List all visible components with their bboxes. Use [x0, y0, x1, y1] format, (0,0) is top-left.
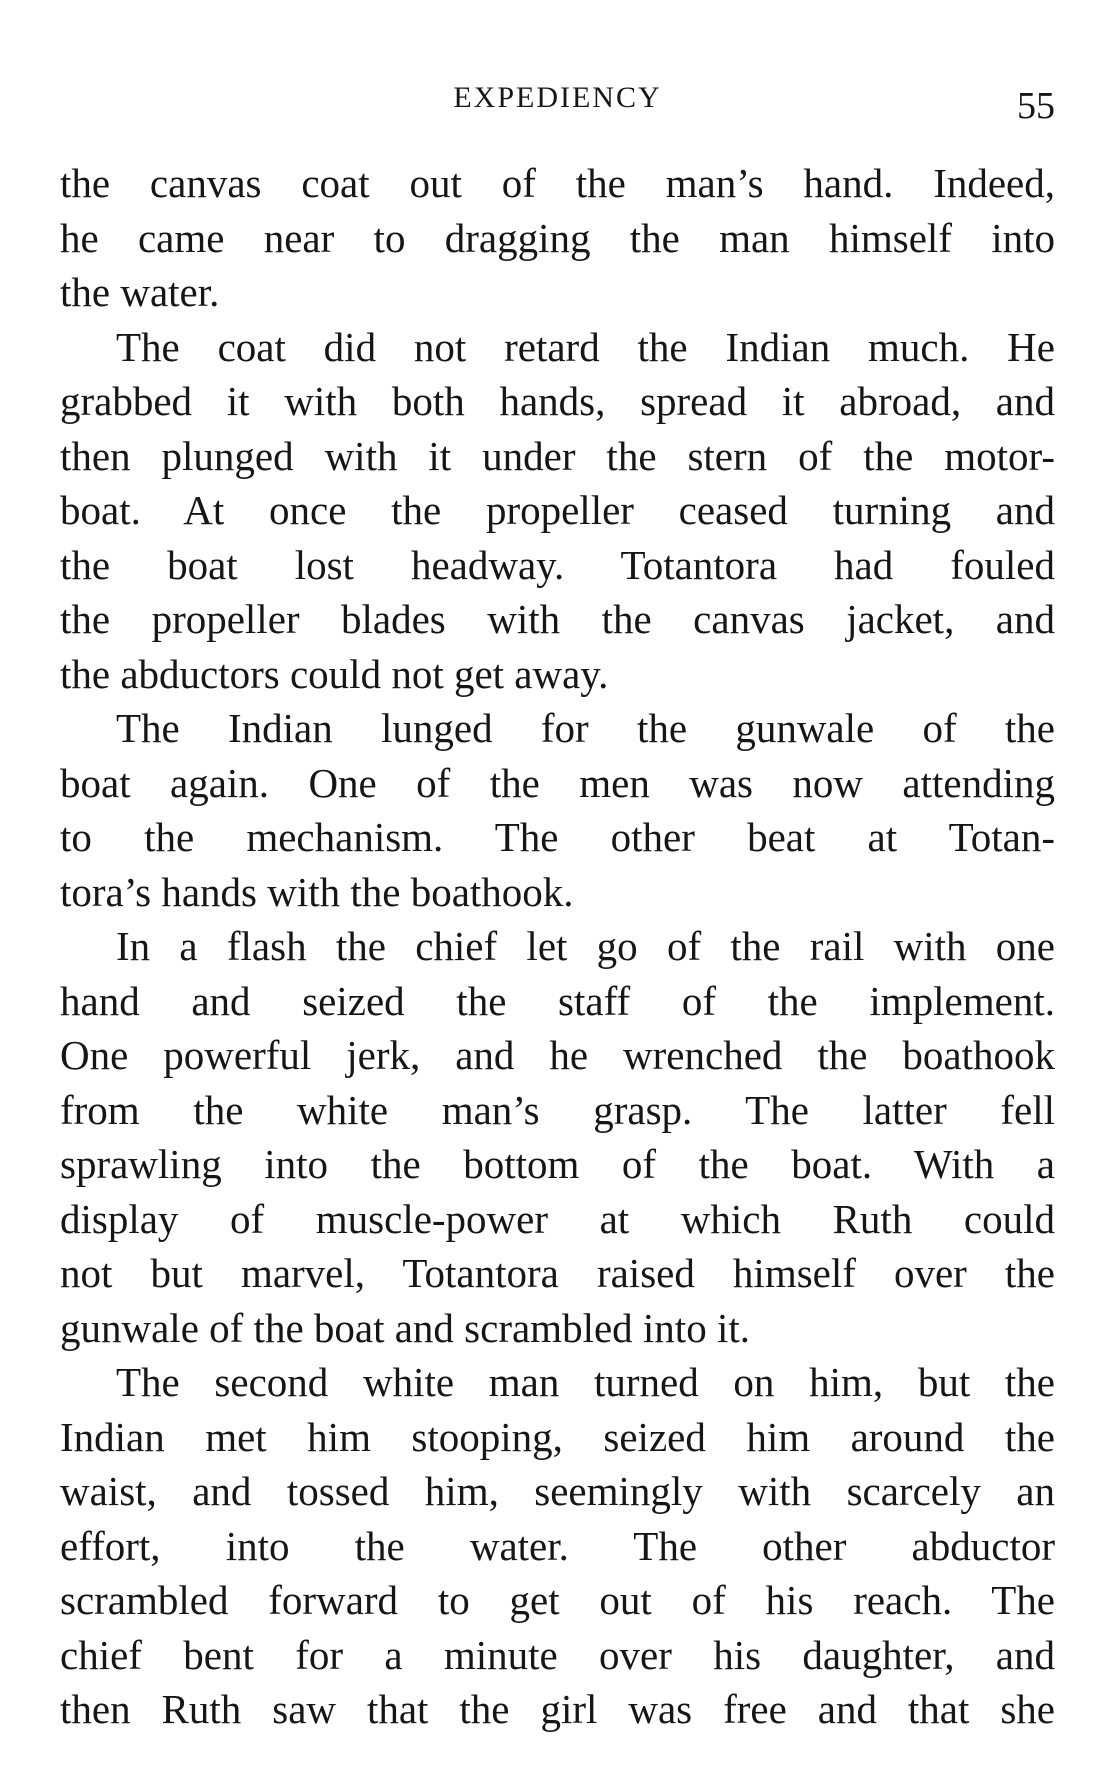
- text-line: not but marvel, Totantora raised himself over the: [60, 1250, 1055, 1296]
- text-line: the water.: [60, 269, 220, 315]
- text-line: then Ruth saw that the girl was free and that she: [60, 1686, 1055, 1732]
- text-line: then plunged with it under the stern of the motor-: [60, 432, 1055, 479]
- text-line: hand and seized the staff of the implement.: [60, 977, 1055, 1024]
- text-line: the canvas coat out of the man’s hand. Indeed,: [60, 160, 1055, 206]
- text-line: he came near to dragging the man himself into: [60, 214, 1055, 261]
- text-line: The coat did not retard the Indian much. He: [116, 323, 1055, 370]
- text-line: sprawling into the bottom of the boat. With a: [60, 1141, 1055, 1187]
- text-line: to the mechanism. The other beat at Totan-: [60, 814, 1055, 860]
- text-line: display of muscle-power at which Ruth could: [60, 1195, 1055, 1242]
- text-line: The second white man turned on him, but the: [116, 1359, 1055, 1405]
- text-line: chief bent for a minute over his daughter, and: [60, 1631, 1055, 1678]
- page-header: [60, 78, 1055, 128]
- text-line: from the white man’s grasp. The latter fell: [60, 1086, 1055, 1133]
- text-line: the boat lost headway. Totantora had fouled: [60, 541, 1055, 588]
- text-line: boat again. One of the men was now attending: [60, 759, 1055, 806]
- text-line: One powerful jerk, and he wrenched the boathook: [60, 1032, 1055, 1078]
- text-line: waist, and tossed him, seemingly with scarcely an: [60, 1468, 1055, 1514]
- text-line: the abductors could not get away.: [60, 650, 609, 697]
- text-line: effort, into the water. The other abductor: [60, 1522, 1055, 1569]
- text-line: Indian met him stooping, seized him around the: [60, 1413, 1055, 1460]
- body-text: [60, 156, 1055, 1737]
- text-line: The Indian lunged for the gunwale of the: [116, 705, 1055, 751]
- text-line: grabbed it with both hands, spread it abroad, and: [60, 378, 1055, 424]
- text-line: the propeller blades with the canvas jacket, and: [60, 596, 1055, 642]
- page-number: 55: [1017, 85, 1055, 127]
- text-line: In a flash the chief let go of the rail with one: [116, 923, 1055, 969]
- text-line: boat. At once the propeller ceased turning and: [60, 487, 1055, 533]
- text-line: tora’s hands with the boathook.: [60, 868, 574, 915]
- text-line: scrambled forward to get out of his reach. The: [60, 1577, 1055, 1623]
- text-line: gunwale of the boat and scrambled into it.: [60, 1304, 750, 1351]
- running-head: EXPEDIENCY: [453, 81, 662, 114]
